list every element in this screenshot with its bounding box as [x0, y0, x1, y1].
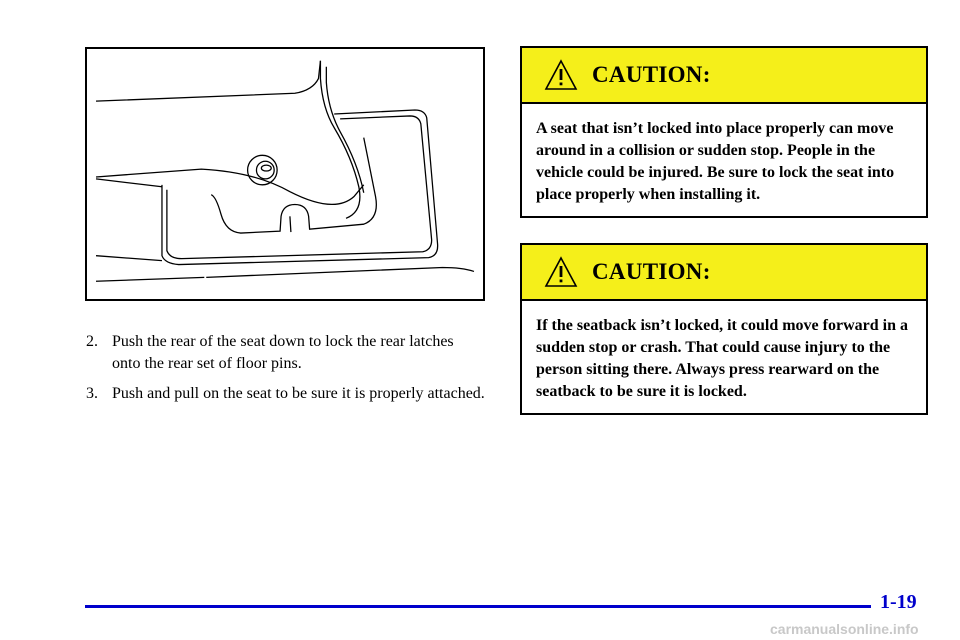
caution-title: CAUTION: [592, 62, 711, 87]
caution-header [522, 245, 926, 301]
list-item [86, 331, 486, 375]
caution-title: CAUTION: [592, 259, 711, 284]
footer-rule [85, 605, 871, 608]
instruction-steps [86, 331, 486, 413]
watermark: carmanualsonline.info [770, 621, 919, 637]
caution-box [520, 46, 928, 218]
seat-latch-illustration [85, 47, 485, 301]
caution-box [520, 243, 928, 415]
step-text: Push the rear of the seat down to lock the rear latches onto the rear set of floor pins. [112, 333, 454, 372]
step-number: 2. [86, 333, 98, 350]
step-number: 3. [86, 385, 98, 402]
warning-triangle-icon [544, 59, 578, 91]
caution-header [522, 48, 926, 104]
warning-triangle-icon [544, 256, 578, 288]
caution-text: A seat that isn’t locked into place properly can move around in a collision or sudden stop. People in the vehicle could be injured. Be sure to lock the seat into place properly when installing it. [536, 120, 895, 203]
step-text: Push and pull on the seat to be sure it is properly attached. [112, 385, 485, 402]
caution-text: If the seatback isn’t locked, it could move forward in a sudden stop or crash. That could cause injury to the person sitting there. Always press rearward on the seatback to be sure it is locked. [536, 317, 908, 400]
list-item [86, 383, 486, 405]
page-number: 1-19 [880, 591, 917, 613]
